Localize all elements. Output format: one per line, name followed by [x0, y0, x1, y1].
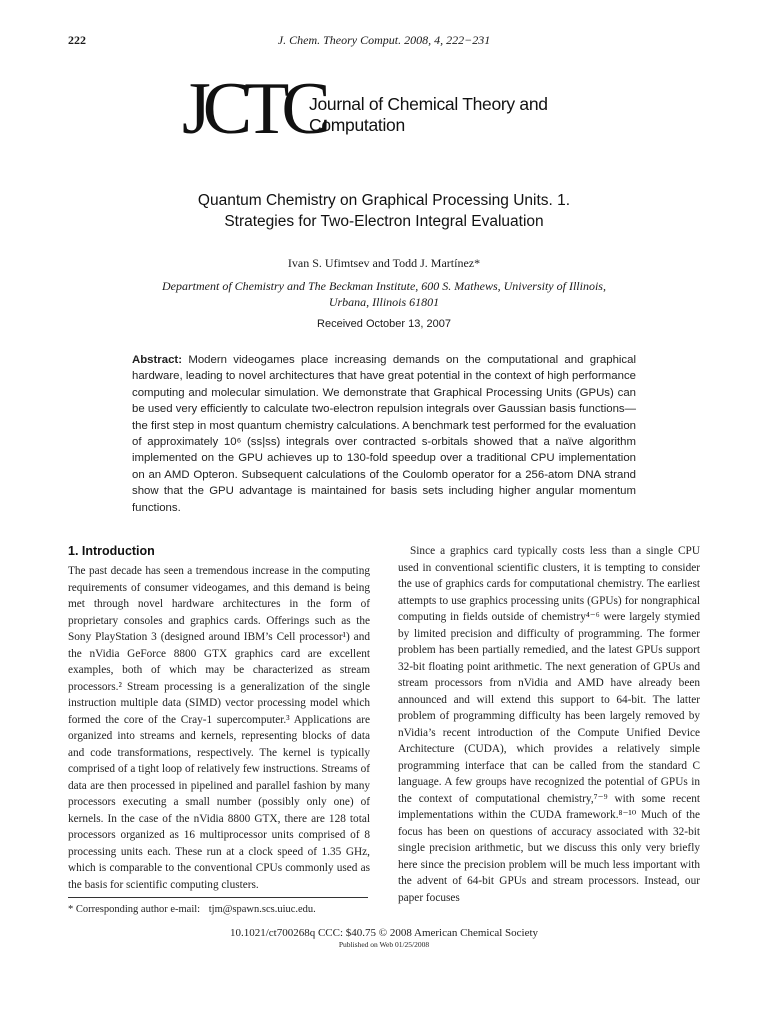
title-line-1: Quantum Chemistry on Graphical Processing Units. 1. — [197, 192, 571, 209]
page-number: 222 — [68, 33, 86, 47]
journal-citation: J. Chem. Theory Comput. 2008, 4, 222−231 — [277, 33, 491, 47]
abstract — [132, 352, 636, 516]
footnote-divider — [68, 897, 368, 898]
running-head — [68, 33, 700, 49]
abstract-label: Abstract: — [132, 354, 183, 366]
article-title — [100, 190, 668, 232]
author-email: tjm@spawn.scs.uiuc.edu. — [208, 904, 316, 915]
title-line-2: Strategies for Two-Electron Integral Evaluation — [224, 213, 544, 230]
abstract-text: Modern videogames place increasing demands on the computational and graphical hardware, leading to novel architectures that have great potential in the context of high performance computing and molecular simulation. We demonstrate that Graphical Processing Units (GPUs) can be used very efficiently to calculate two-electron repulsion integrals over Gaussian basis functions—the first step in most quantum chemistry calculations. A benchmark test performed for the evaluation of approximately 10⁶ (ss|ss) integrals over contracted s-orbitals showed that a naïve algorithm implemented on the GPU achieves up to 130-fold speedup over a traditional CPU implementation on an AMD Opteron. Subsequent calculations of the Coulomb operator for a 256-atom DNA strand show that the GPU advantage is maintained for basis sets including higher angular momentum functions. — [132, 354, 636, 514]
section-heading-introduction: 1. Introduction — [68, 544, 155, 558]
published-date: Published on Web 01/25/2008 — [338, 940, 430, 949]
journal-logo: JCTC — [182, 68, 323, 150]
received-date: Received October 13, 2007 — [317, 318, 451, 330]
intro-paragraph-2: Since a graphics card typically costs less than a single CPU used in conventional scientific clusters, it is tempting to consider the use of graphics cards for computational chemistry. The earliest attempts to use graphics processing units (GPUs) for nongraphical computing in fields outside of chemistry⁴⁻⁶ were largely stymied by limited precision and difficulty of programming. The former problem has been partially remedied, and the latest GPUs support 32-bit floating point arithmetic. The next generation of GPUs and stream processors from nVidia and AMD have already been announced and will extend this support to 64-bit. The latter problem of programming difficulty has been largely removed by nVidia’s recent introduction of the Compute Unified Device Architecture (CUDA), which provides a relatively simple programming interface that can be called from the standard C language. A few groups have recognized the potential of GPUs in the context of computational chemistry,⁷⁻⁹ with some recent implementations within the CUDA framework.⁸⁻¹⁰ Much of the focus has been on questions of accuracy associated with 32-bit single precision arithmetic, but we discuss this only very briefly here since the precision problem will be much less important with the advent of 64-bit GPUs and stream processors. Instead, our paper focuses — [398, 545, 700, 904]
left-column — [68, 543, 370, 893]
corresponding-author-footnote — [68, 904, 370, 915]
footnote-label: * Corresponding author e-mail: — [68, 904, 201, 915]
author-affiliation: Department of Chemistry and The Beckman Institute, 600 S. Mathews, University of Illinois, Urbana, Illinois 61801 — [162, 279, 606, 309]
right-column — [398, 543, 700, 906]
doi-copyright-line: 10.1021/ct700268q CCC: $40.75 © 2008 American Chemical Society — [229, 927, 539, 939]
intro-paragraph-1: The past decade has seen a tremendous increase in the computing requirements of consumer videogames, and this demand is being met through novel hardware architectures in the form of proprietary consoles and graphics cards. Offerings such as the Sony PlayStation 3 (designed around IBM’s Cell processor¹) and the nVidia GeForce 8800 GTX graphics card are excellent examples, both of which may be characterized as stream processors.² Stream processing is a generalization of the single instruction multiple data (SIMD) vector processing model which formed the core of the Cray-1 supercomputer.³ Applications are organized into streams and kernels, representing blocks of data and code transformations, respectively. The kernel is typically comprised of a tight loop of relatively few instructions. Streams of data are then processed in pipelined and parallel fashion by many processors executing a small number (possibly only one) of kernels. In the case of the nVidia 8800 GTX, there are 128 total processors organized as 16 multiprocessor units comprised of 8 processing units each. These run at a clock speed of 1.35 GHz, which is comparable to the conventional CPUs commonly used as the basis for scientific computing clusters. — [68, 565, 370, 891]
author-list: Ivan S. Ufimtsev and Todd J. Martínez* — [287, 256, 481, 270]
journal-masthead — [182, 68, 602, 150]
journal-name: Journal of Chemical Theory and Computation — [309, 94, 548, 135]
